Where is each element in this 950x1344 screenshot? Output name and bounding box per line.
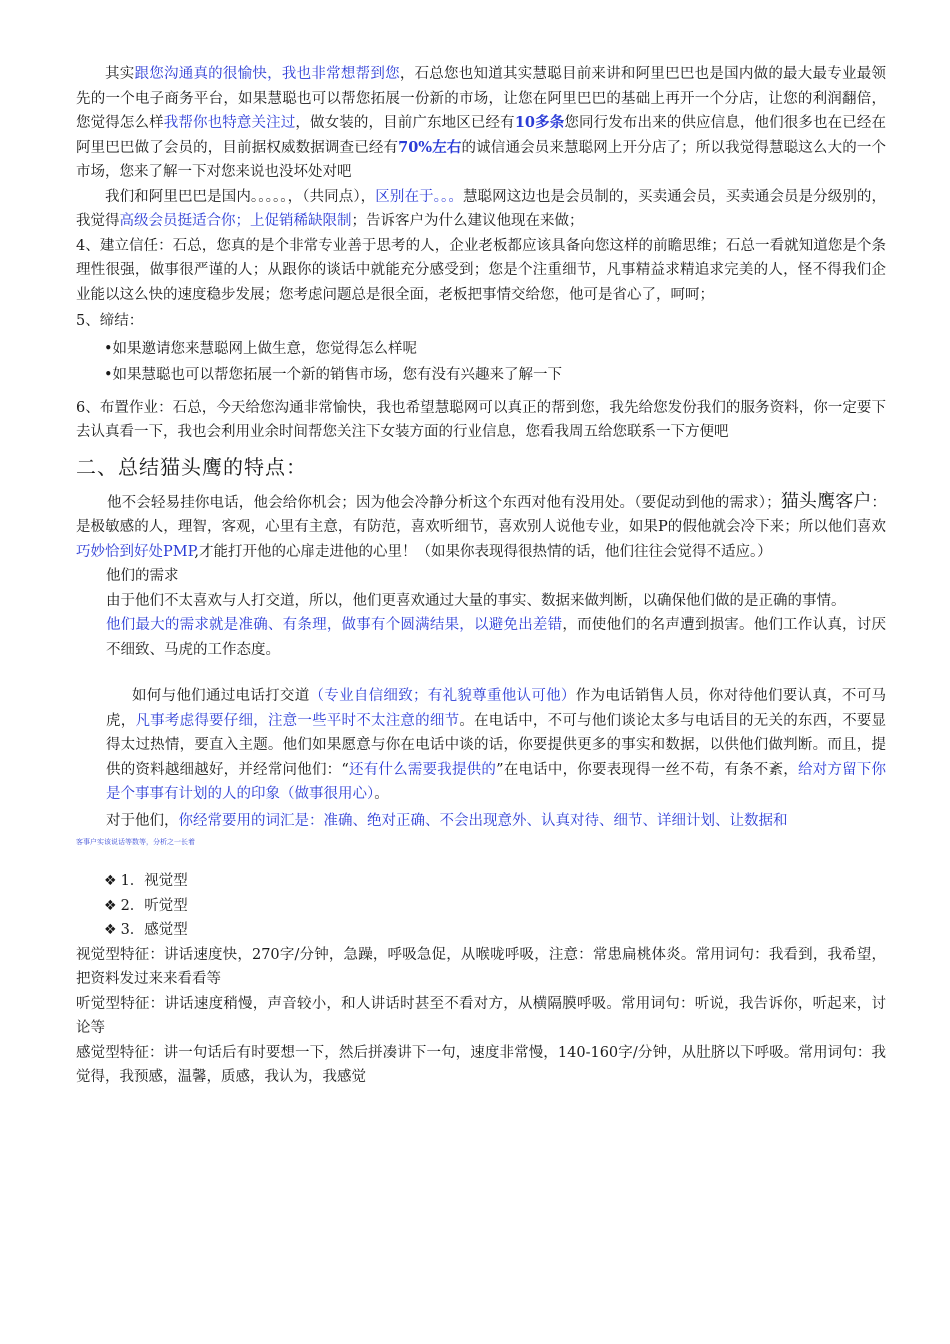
- text-run: 如何与他们通过电话打交道: [132, 688, 310, 704]
- paragraph-owl-traits: [76, 490, 886, 565]
- paragraph-auditory-type: 听觉型特征：讲话速度稍慢，声音较小，和人讲话时甚至不看对方，从横隔膜呼吸。常用词句：听说，我告诉你，听起来，讨论等: [76, 995, 886, 1036]
- text-run: ：是极敏感的人，理智，客观，心里有主意，有防范，喜欢听细节，喜欢别人说他专业，如果P的假他就会冷下来；所以他们喜欢: [76, 494, 887, 535]
- paragraph-kinesthetic-type: 感觉型特征：讲一句话后有时要想一下，然后拼凑讲下一句，速度非常慢，140-160字/分钟，从肚脐以下呼吸。常用词句：我觉得，我预感，温馨，质感，我认为，我感觉: [76, 1044, 886, 1085]
- tiny-overflow-text: 客事户实该说话等数等，分析之一长着: [76, 838, 195, 846]
- needs-block: [76, 564, 886, 807]
- highlight-text: 区别在于。。。: [375, 188, 463, 205]
- bullet-item: •如果邀请您来慧聪网上做生意，您觉得怎么样呢: [104, 340, 418, 357]
- paragraph-biggest-need: [106, 613, 886, 662]
- type-item: [76, 894, 886, 919]
- paragraph-close-label: 5、缔结：: [76, 313, 144, 329]
- text-run: 作为电话销售人员，你对待他们要认真，不可马虎，: [106, 688, 887, 729]
- text-run: ，做女装的，目前广东地区已经有: [295, 115, 515, 131]
- diamond-cluster-icon: ❖: [104, 897, 117, 914]
- highlight-text: 跟您沟通真的很愉快，我也非常想帮到您: [134, 66, 400, 82]
- diamond-cluster-icon: ❖: [104, 873, 117, 889]
- paragraph-phone-approach: [106, 684, 886, 807]
- highlight-text: 还有什么需要我提供的: [348, 761, 497, 778]
- highlight-number: 70%左右: [398, 138, 462, 156]
- highlight-number: 10多条: [514, 114, 565, 131]
- highlight-text: 他们最大的需求就是准确、有条理，做事有个圆满结果，以避免出差错: [106, 617, 563, 633]
- type-label: 3．感觉型: [120, 922, 188, 938]
- section-title: 二、总结猫头鹰的特点：: [76, 454, 307, 479]
- text-run: 的诚信通会员来慧聪网上开分店了；所以我觉得慧聪这么大的一个市场，您来了解一下对您来说也没坏处对吧: [76, 139, 886, 180]
- highlight-text: 巧妙恰到好处PMP: [76, 543, 195, 560]
- paragraph-visual-type: 视觉型特征：讲话速度快，270字/分钟，急躁，呼吸急促，从喉咙呼吸，注意：常患扁桃体炎。常用词句：我看到，我希望，把资料发过来来看看等: [76, 946, 886, 987]
- paragraph-build-trust: 4、建立信任：石总，您真的是个非常专业善于思考的人，企业老板都应该具备向您这样的前瞻思维；石总一看就知道您是个条理性很强，做事很严谨的人；从跟你的谈话中就能充分感受到；您是个注重细节，凡事精益求精追求完美的人，怪不得我们企业能以这么快的速度稳步发展；您考虑问题总是很全面，老板把事情交给您，他可是省心了，呵呵；: [76, 237, 886, 303]
- owl-customer-label: 猫头鹰客户: [780, 490, 872, 512]
- text-run: 。: [374, 786, 389, 802]
- type-label: 2．听觉型: [120, 897, 188, 914]
- text-run: 他不会轻易挂你电话，他会给你机会；因为他会冷静分析这个东西对他有没用处。（要促动到他的需求）；: [107, 494, 781, 511]
- text-run: 我们和阿里巴巴是国内。。。。。，（共同点），: [105, 188, 376, 205]
- highlight-text: 高级会员挺适合你；上促销稀缺限制: [119, 213, 352, 229]
- paragraph-needs-detail: 由于他们不太喜欢与人打交道，所以，他们更喜欢通过大量的事实、数据来做判断，以确保他们做的是正确的事情。: [106, 592, 846, 609]
- paragraph-homework: 6、布置作业：石总，今天给您沟通非常愉快，我也希望慧聪网可以真正的帮到您，我先给您发份我们的服务资料，你一定要下去认真看一下，我也会利用业余时间帮您关注下女装方面的行业信息，您看我周五给您联系一下方便吧: [76, 399, 886, 440]
- text-run: 您同行发布出来的供应信息，他们很多也在已经在阿里巴巴做了会员的，目前据权威数据调查已经有: [76, 115, 887, 156]
- paragraph-vocabulary: [76, 809, 886, 834]
- type-item: [76, 869, 886, 894]
- highlight-text: 我帮你也特意关注过: [163, 115, 296, 131]
- highlight-text: 凡事考虑得要仔细，注意一些平时不太注意的细节: [135, 712, 460, 729]
- type-item: [76, 918, 886, 943]
- spacer: [106, 662, 886, 684]
- text-run: 其实: [105, 66, 135, 82]
- text-run: ；告诉客户为什么建议他现在来做；: [351, 213, 584, 229]
- type-label: 1．视觉型: [120, 873, 188, 889]
- document-page: [76, 62, 886, 1090]
- paragraph-comparison: [76, 185, 886, 234]
- highlight-text: （专业自信细致；有礼貌尊重他认可他）: [309, 688, 576, 704]
- spacer: [76, 847, 886, 869]
- text-run: ,才能打开他的心扉走进他的心里！（如果你表现得很热情的话，他们往往会觉得不适应。）: [194, 543, 772, 560]
- needs-label: 他们的需求: [106, 568, 179, 584]
- diamond-cluster-icon: ❖: [104, 922, 117, 938]
- paragraph-closing-pitch: [76, 62, 886, 185]
- text-run: 。在电话中，不可与他们谈论太多与电话目的无关的东西，不要显得太过热情，要直入主题。他们如果愿意与你在电话中谈的话，你要提供更多的事实和数据，以供他们做判断。而且，提供的资料越细越好，并经常问他们：“: [106, 712, 887, 778]
- bullet-item: •如果慧聪也可以帮您拓展一个新的销售市场，您有没有兴趣来了解一下: [104, 366, 563, 383]
- text-run: ，石总您也知道其实慧聪目前来讲和阿里巴巴也是国内做的最大最专业最领先的一个电子商务平台，如果慧聪也可以帮您拓展一份新的市场，让您在阿里巴巴的基础上再开一个分店，让您的利润翻倍，您觉得怎么样: [76, 66, 887, 131]
- text-run: ，而使他们的名声遭到损害。他们工作认真，讨厌不细致、马虎的工作态度。: [106, 617, 887, 658]
- highlight-text: 你经常要用的词汇是：准确、绝对正确、不会出现意外、认真对待、细节、详细计划、让数据和: [178, 812, 788, 829]
- text-run: 慧聪网这边也是会员制的，买卖通会员，买卖通会员是分级别的，我觉得: [76, 188, 887, 229]
- highlight-text: 给对方留下你是个事事有计划的人的印象（做事很用心）: [106, 761, 887, 802]
- text-run: ”在电话中，你要表现得一丝不苟，有条不紊，: [496, 761, 798, 778]
- text-run: 对于他们，: [106, 812, 179, 829]
